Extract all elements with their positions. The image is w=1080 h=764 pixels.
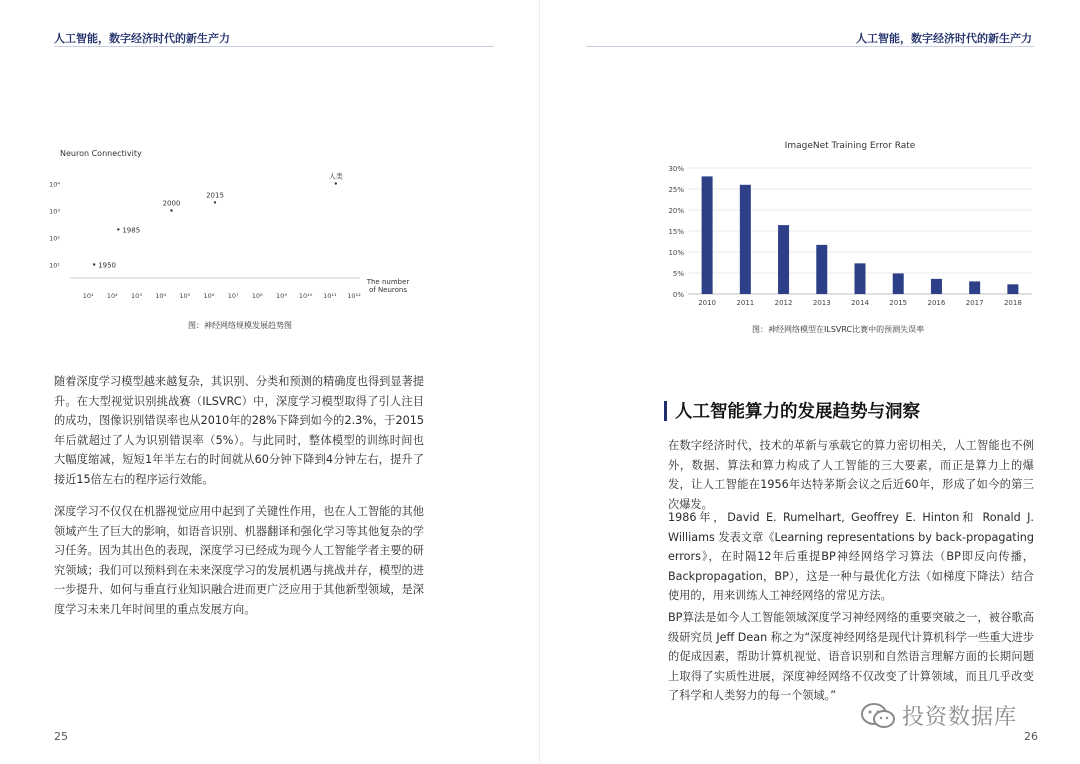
x-tick-label: 10⁴ xyxy=(155,292,167,300)
running-header-left: 人工智能，数字经济时代的新生产力 xyxy=(54,32,230,45)
running-header-right: 人工智能，数字经济时代的新生产力 xyxy=(856,32,1032,45)
bar-2014 xyxy=(855,263,866,294)
page-number-left: 25 xyxy=(54,730,68,743)
y-tick-label: 30% xyxy=(668,165,684,173)
header-rule-left xyxy=(54,46,494,47)
watermark-text: 投资数据库 xyxy=(902,705,1018,730)
y-tick-label: 10% xyxy=(668,249,684,257)
neuron-connectivity-chart xyxy=(40,140,420,310)
error-chart-caption: 图：神经网络模型在ILSVRC比赛中的预测失误率 xyxy=(752,325,925,334)
data-point xyxy=(117,228,119,230)
bar-2011 xyxy=(740,185,751,294)
page-number-right: 26 xyxy=(1024,730,1038,743)
data-point xyxy=(214,201,216,203)
y-tick-label: 15% xyxy=(668,228,684,236)
x-tick-label: 10⁷ xyxy=(227,292,239,300)
x-tick-label: 2018 xyxy=(1003,299,1022,307)
data-label: 1985 xyxy=(122,226,141,235)
right-paragraph-2: 1986年，David E. Rumelhart, Geoffrey E. Hinton和 Ronald J. Williams 发表文章《Learning representations by back-propagating errors》，在时隔12年后重提BP神经网络学习算法（BP即反向传播，Backpropagation，BP），这是一种与最优化方法（如梯度下降法）结合使用的，用来训练人工神经网络的常见方法。 xyxy=(668,511,1034,602)
x-tick-label: 2015 xyxy=(889,299,908,307)
x-tick-label: 2017 xyxy=(965,299,984,307)
y-tick-label: 10² xyxy=(49,234,60,243)
right-page xyxy=(540,0,1080,764)
bar-2016 xyxy=(931,279,942,294)
imagenet-error-rate-chart xyxy=(660,132,1040,312)
chart-title: ImageNet Training Error Rate xyxy=(784,141,916,151)
data-label: 2000 xyxy=(162,199,181,208)
chart-title: Neuron Connectivity xyxy=(60,149,142,158)
y-tick-label: 5% xyxy=(672,270,684,278)
data-point xyxy=(170,209,172,211)
x-tick-label: 2010 xyxy=(698,299,717,307)
bar-2010 xyxy=(702,176,713,294)
bar-2012 xyxy=(778,225,789,294)
heading-accent-bar xyxy=(664,401,667,421)
x-tick-label: 10⁸ xyxy=(251,292,263,300)
data-label: 1950 xyxy=(98,261,116,270)
x-tick-label: 2012 xyxy=(774,299,793,307)
data-point xyxy=(93,263,95,265)
x-tick-label: 2011 xyxy=(736,299,755,307)
x-axis-label-line2: of Neurons xyxy=(368,286,408,294)
x-tick-label: 10⁵ xyxy=(179,292,191,300)
bar-2015 xyxy=(893,273,904,294)
watermark xyxy=(860,700,1017,731)
bar-2018 xyxy=(1007,284,1018,294)
y-tick-label: 20% xyxy=(668,207,684,215)
y-tick-label: 10⁴ xyxy=(49,180,60,189)
x-tick-label: 2016 xyxy=(927,299,946,307)
x-tick-label: 10² xyxy=(106,292,118,300)
left-paragraph-1: 随着深度学习模型越来越复杂，其识别、分类和预测的精确度也得到显著提升。在大型视觉识别挑战赛（ILSVRC）中，深度学习模型取得了引人注目的成功，图像识别错误率也从2010年的28%下降到如今的2.3%，于2015年后就超过了人为识别错误率（5%）。与此同时，整体模型的训练时间也大幅度缩减，短短1年半左右的时间就从60分钟下降到4分钟左右，提升了接近15倍左右的程序运行效能。 xyxy=(54,375,424,486)
x-tick-label: 10³ xyxy=(131,292,142,300)
bar-2017 xyxy=(969,281,980,294)
x-tick-label: 10¹¹ xyxy=(323,292,337,300)
wechat-icon xyxy=(860,702,896,730)
x-tick-label: 2013 xyxy=(812,299,831,307)
neuron-chart-caption: 图：神经网络规模发展趋势图 xyxy=(188,321,292,330)
y-tick-label: 0% xyxy=(672,291,684,299)
x-axis-label-line1: The number xyxy=(366,278,410,286)
y-tick-label: 25% xyxy=(668,186,684,194)
y-tick-label: 10¹ xyxy=(49,261,60,270)
right-paragraph-1: 在数字经济时代，技术的革新与承载它的算力密切相关，人工智能也不例外，数据、算法和算力构成了人工智能的三大要素，而正是算力上的爆发，让人工智能在1956年达特茅斯会议之后近60年，形成了如今的第三次爆发。 xyxy=(668,439,1034,511)
x-tick-label: 10¹⁰ xyxy=(298,292,313,300)
data-point xyxy=(335,182,337,184)
x-tick-label: 10⁹ xyxy=(276,292,287,300)
x-tick-label: 10¹² xyxy=(347,292,361,300)
header-rule-right xyxy=(586,46,1034,47)
left-paragraph-2: 深度学习不仅仅在机器视觉应用中起到了关键性作用，也在人工智能的其他领域产生了巨大的影响，如语音识别、机器翻译和强化学习等其他复杂的学习任务。因为其出色的表现，深度学习已经成为现今人工智能学者主要的研究领域；我们可以预料到在未来深度学习的发展机遇与挑战并存，模型的进一步提升、如何与垂直行业知识融合进而更广泛应用于其他新型领域，是深度学习未来几年时间里的重点发展方向。 xyxy=(54,505,424,616)
data-label: 人类 xyxy=(328,172,343,181)
section-heading-text: 人工智能算力的发展趋势与洞察 xyxy=(675,402,920,422)
bar-2013 xyxy=(816,245,827,294)
x-tick-label: 10⁶ xyxy=(203,292,215,300)
x-tick-label: 10¹ xyxy=(82,292,94,300)
x-tick-label: 2014 xyxy=(851,299,869,307)
section-heading xyxy=(664,398,920,423)
right-paragraph-3: BP算法是如今人工智能领域深度学习神经网络的重要突破之一，被谷歌高级研究员 Jeff Dean 称之为“深度神经网络是现代计算机科学一些重大进步的促成因素，帮助计算机视觉、语音识别和自然语言理解方面的长期问题上取得了实质性进展，深度神经网络不仅改变了计算领域，而且几乎改变了科学和人类努力的每一个领域。” xyxy=(668,611,1034,702)
y-tick-label: 10³ xyxy=(49,207,60,216)
data-label: 2015 xyxy=(206,191,224,200)
